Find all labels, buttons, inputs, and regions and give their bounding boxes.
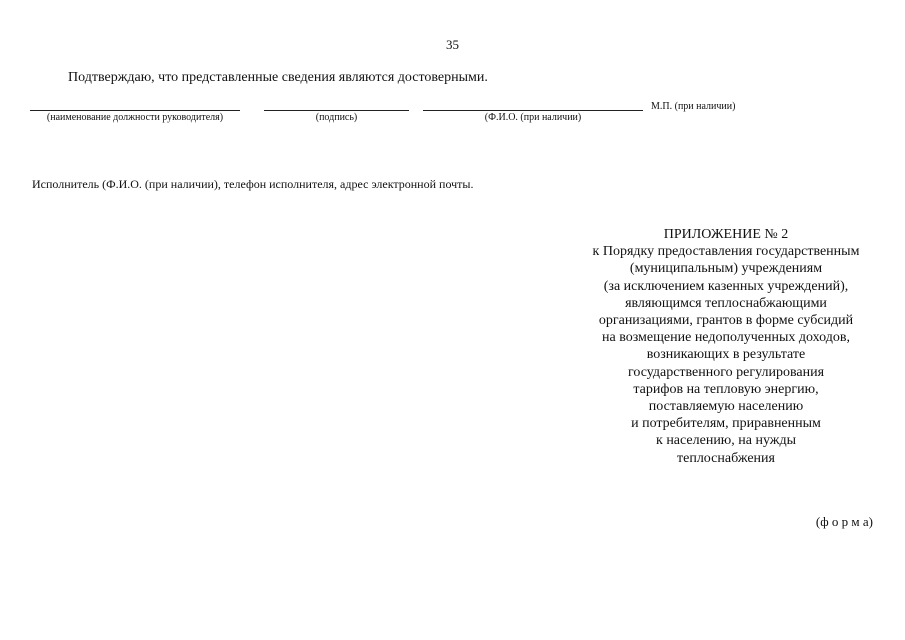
appendix-line: поставляемую населению (648, 399, 804, 415)
name-signature-line (423, 110, 643, 111)
appendix-block (548, 226, 904, 467)
appendix-line: государственного регулирования (627, 364, 825, 380)
name-label: (Ф.И.О. (при наличии) (484, 112, 582, 123)
appendix-line: и потребителям, приравненным (631, 416, 821, 432)
appendix-line: возникающих в результате (646, 347, 806, 363)
stamp-label: М.П. (при наличии) (651, 101, 736, 112)
appendix-title: ПРИЛОЖЕНИЕ № 2 (663, 227, 789, 242)
signature-line (264, 110, 409, 111)
signature-label: (подпись) (315, 112, 358, 123)
page-number: 35 (446, 37, 459, 52)
appendix-line: являющимся теплоснабжающими (625, 295, 827, 311)
appendix-line: к Порядку предоставления государственным (592, 244, 860, 260)
confirmation-statement: Подтверждаю, что представленные сведения являются достоверными. (68, 70, 488, 85)
appendix-line: тарифов на тепловую энергию, (633, 381, 819, 397)
appendix-line: организациями, грантов в форме субсидий (598, 313, 854, 329)
position-signature-line (30, 110, 240, 111)
appendix-line: (муниципальным) учреждениям (629, 261, 823, 277)
position-label: (наименование должности руководителя) (46, 112, 224, 123)
appendix-line: на возмещение недополученных доходов, (602, 330, 850, 346)
appendix-line: (за исключением казенных учреждений), (603, 278, 849, 294)
appendix-line: теплоснабжения (677, 450, 775, 466)
form-label: (ф о р м а) (815, 514, 873, 529)
executor-info: Исполнитель (Ф.И.О. (при наличии), телефон исполнителя, адрес электронной почты. (32, 177, 474, 191)
appendix-line: к населению, на нужды (656, 433, 796, 449)
